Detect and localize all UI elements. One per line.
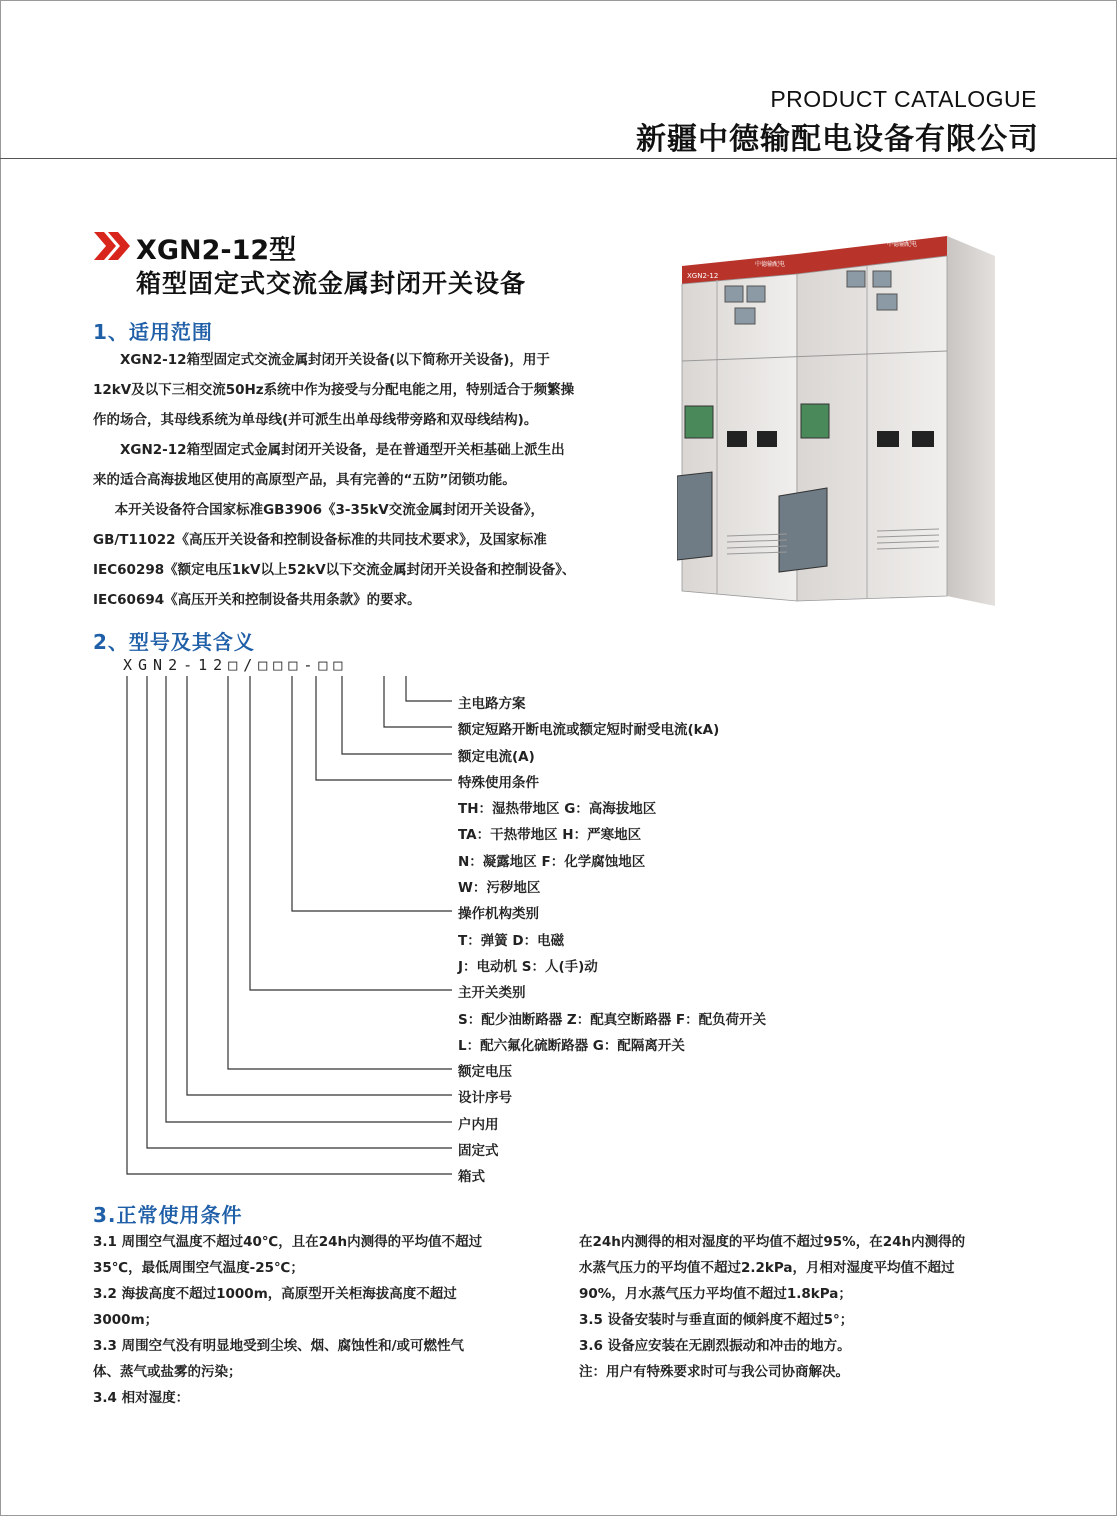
conditions-left-column [93,1229,543,1411]
condition-line: 3.4 相对湿度： [93,1390,190,1406]
scope-line: 来的适合高海拔地区使用的高原型产品，具有完善的“五防”闭锁功能。 [93,472,516,488]
tree-label: TH：湿热带地区 G：高海拔地区 [458,801,657,817]
tree-label: 主电路方案 [458,696,526,712]
tree-label: 设计序号 [458,1090,512,1106]
tree-label: 户内用 [458,1117,499,1133]
tree-label: T：弹簧 D：电磁 [458,933,565,949]
company-name: 新疆中德输配电设备有限公司 [636,122,1039,157]
condition-line: 3000m； [93,1312,159,1328]
scope-line: IEC60694《高压开关和控制设备共用条款》的要求。 [93,592,421,608]
catalogue-label: PRODUCT CATALOGUE [770,86,1037,112]
tree-label: 主开关类别 [458,985,526,1001]
cabinet-label-left: XGN2-12 [687,272,719,280]
tree-label: 额定电压 [458,1064,512,1080]
scope-line: 本开关设备符合国家标准GB3906《3-35kV交流金属封闭开关设备》， [114,502,544,518]
condition-line: 在24h内测得的相对湿度的平均值不超过95%，在24h内测得的 [579,1234,966,1250]
model-code: XGN2-12□/□□□-□□ [123,656,349,674]
tree-label: L：配六氟化硫断路器 G：配隔离开关 [458,1038,685,1054]
scope-line: IEC60298《额定电压1kV以上52kV以下交流金属封闭开关设备和控制设备》、 [93,562,576,578]
tree-label: 额定电流(A) [458,749,535,765]
scope-line: 12kV及以下三相交流50Hz系统中作为接受与分配电能之用，特别适合于频繁操 [93,382,575,398]
tree-label: 额定短路开断电流或额定短时耐受电流(kA) [458,722,720,738]
product-model-title: XGN2-12型 [136,235,297,266]
cabinet-label-right: 中德输配电 [887,241,918,248]
condition-line: 3.6 设备应安装在无剧烈振动和冲击的地方。 [579,1338,851,1354]
tree-label: S：配少油断路器 Z：配真空断路器 F：配负荷开关 [458,1012,767,1028]
scope-line: GB/T11022《高压开关设备和控制设备标准的共同技术要求》，及国家标准 [93,532,547,548]
scope-line: 作的场合，其母线系统为单母线(并可派生出单母线带旁路和双母线结构)。 [93,412,538,428]
section-heading-model: 2、型号及其含义 [93,630,255,654]
tree-label: J：电动机 S：人(手)动 [458,959,598,975]
tree-label: W：污秽地区 [458,880,541,896]
condition-line: 3.2 海拔高度不超过1000m，高原型开关柜海拔高度不超过 [93,1286,457,1302]
tree-label: 特殊使用条件 [458,775,539,791]
condition-line: 水蒸气压力的平均值不超过2.2kPa，月相对湿度平均值不超过 [579,1260,955,1276]
condition-line: 90%，月水蒸气压力平均值不超过1.8kPa； [579,1286,852,1302]
section-heading-conditions: 3.正常使用条件 [93,1203,243,1227]
condition-line: 注：用户有特殊要求时可与我公司协商解决。 [579,1364,849,1380]
conditions-right-column [579,1229,1029,1385]
cabinet-label-mid: 中德输配电 [755,261,786,268]
condition-line: 体、蒸气或盐雾的污染； [93,1364,242,1380]
condition-line: 3.5 设备安装时与垂直面的倾斜度不超过5°； [579,1312,854,1328]
condition-line: 3.1 周围空气温度不超过40℃，且在24h内测得的平均值不超过 [93,1234,483,1250]
tree-label: TA：干热带地区 H：严寒地区 [458,827,642,843]
tree-label: 固定式 [458,1143,499,1159]
tree-label: 箱式 [458,1169,485,1185]
condition-line: 35℃，最低周围空气温度-25℃； [93,1260,304,1276]
section-heading-scope: 1、适用范围 [93,320,213,344]
scope-line: XGN2-12箱型固定式交流金属封闭开关设备(以下简称开关设备)，用于 [120,352,550,368]
condition-line: 3.3 周围空气没有明显地受到尘埃、烟、腐蚀性和/或可燃性气 [93,1338,465,1354]
tree-label: N：凝露地区 F：化学腐蚀地区 [458,854,646,870]
tree-label: 操作机构类别 [458,906,539,922]
scope-line: XGN2-12箱型固定式金属封闭开关设备，是在普通型开关柜基础上派生出 [120,442,565,458]
product-name-title: 箱型固定式交流金属封闭开关设备 [136,269,527,298]
